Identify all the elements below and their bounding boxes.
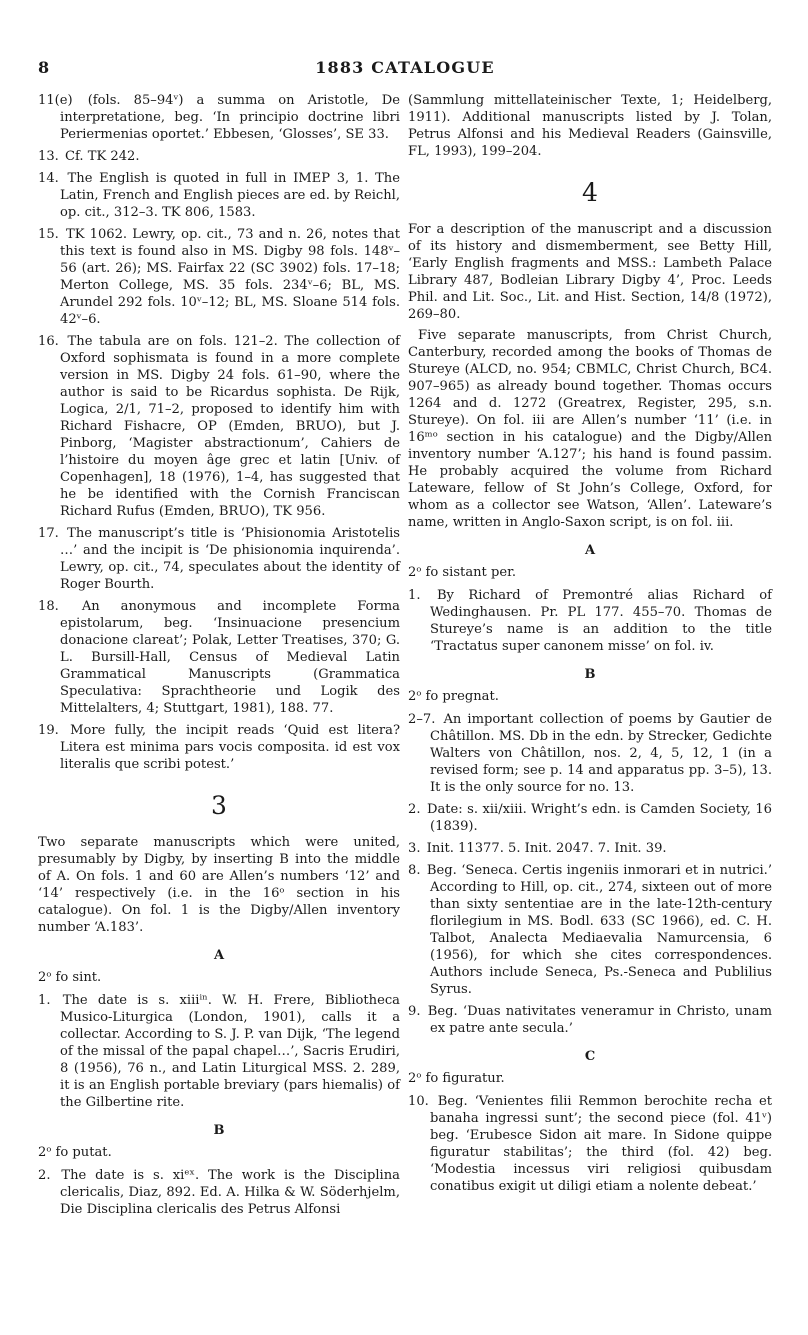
- note-number: 17.: [38, 526, 59, 541]
- note-text: (fols. 85–94ᵛ) a summa on Aristotle, De interpretatione, beg. ‘In principio doctrine libri Periermenias oportet.’ Ebbesen, ‘Glosses’, SE 33.: [60, 93, 400, 142]
- section-number: 3: [211, 791, 227, 820]
- note-item: [38, 92, 400, 143]
- note-text: Date: s. xii/xiii. Wright’s edn. is Camden Society, 16 (1839).: [426, 802, 772, 834]
- note-text: TK 1062. Lewry, op. cit., 73 and n. 26, notes that this text is found also in MS. Digby 98 fols. 148ᵛ–56 (art. 26); MS. Fairfax 22 (SC 3902) fols. 17–18; Merton College, MS. 35 fols. 234ᵛ–6; BL, MS. Arundel 292 fols. 10ᵛ–12; BL, MS. Sloane 514 fols. 42ᵛ–6.: [60, 227, 400, 327]
- note-number: 2.: [38, 1168, 51, 1183]
- note-number: 1.: [38, 993, 51, 1008]
- note-text: Init. 11377. 5. Init. 2047. 7. Init. 39.: [426, 841, 667, 856]
- part-heading: A: [213, 948, 225, 963]
- note-item: [408, 840, 772, 857]
- note-number: 2–7.: [408, 712, 436, 727]
- note-item: [38, 525, 400, 593]
- note-text: An important collection of poems by Gautier de Châtillon. MS. Db in the edn. by Strecker, Gedichte Walters von Châtillon, nos. 2, 4, 5, 12, 1 (in a revised form; see p. 14 and apparatus pp. 3–5), 13. It is the only source for no. 13.: [430, 712, 772, 795]
- note-text: The English is quoted in full in IMEP 3, 1. The Latin, French and English pieces are ed. by Reichl, op. cit., 312–3. TK 806, 1583.: [60, 171, 400, 220]
- note-item: [408, 1093, 772, 1195]
- note-item: [408, 862, 772, 998]
- section-number: 4: [582, 178, 598, 207]
- note-text: More fully, the incipit reads ‘Quid est litera? Litera est minima pars vocis composita. id est vox literalis que scribi potest.’: [60, 723, 400, 772]
- section-intro: Five separate manuscripts, from Christ Church, Canterbury, recorded among the books of Thomas de Stureye (ALCD, no. 954; CBMLC, Christ Church, BC4. 907–965) as already bound together. Thomas occurs 1264 and d. 1272 (Greatrex, Register, 295, s.n. Stureye). On fol. iii are Allen’s number ‘11’ (i.e. in 16ᵐᵒ section in his catalogue) and the Digby/Allen inventory number ‘A.127’; his hand is found passim. He probably acquired the volume from Richard Lateware, fellow of St John’s College, Oxford, for whom as a collector see Watson, ‘Allen’. Lateware’s name, written in Anglo-Saxon script, is on fol. iii.: [408, 328, 772, 530]
- note-item: [408, 801, 772, 835]
- right-column: [408, 92, 772, 1200]
- folio-incipit: 2ᵒ fo figuratur.: [408, 1071, 505, 1086]
- note-number: 9.: [408, 1004, 421, 1019]
- note-item: [38, 598, 400, 717]
- note-text: The date is s. xiᵉˣ. The work is the Disciplina clericalis, Diaz, 892. Ed. A. Hilka & W. Söderhjelm, Die Disciplina clericalis des Petrus Alfonsi: [60, 1168, 400, 1217]
- folio-incipit: 2ᵒ fo pregnat.: [408, 689, 499, 704]
- note-item: [408, 587, 772, 655]
- note-number: 19.: [38, 723, 59, 738]
- folio-incipit: 2ᵒ fo putat.: [38, 1145, 112, 1160]
- section-intro: For a description of the manuscript and a discussion of its history and dismemberment, see Betty Hill, ‘Early English fragments and MSS.: Lambeth Palace Library 487, Bodleian Library Digby 4’, Proc. Leeds Phil. and Lit. Soc., Lit. and Hist. Section, 14/8 (1972), 269–80.: [408, 222, 772, 322]
- note-number: 16.: [38, 334, 59, 349]
- continuation-text: (Sammlung mittellateinischer Texte, 1; Heidelberg, 1911). Additional manuscripts listed by J. Tolan, Petrus Alfonsi and his Medieval Readers (Gainsville, FL, 1993), 199–204.: [408, 93, 772, 159]
- note-item: [38, 170, 400, 221]
- note-text: By Richard of Premontré alias Richard of Wedinghausen. Pr. PL 177. 455–70. Thomas de Stureye’s name is an addition to the title ‘Tractatus super canonem misse’ on fol. iv.: [430, 588, 773, 654]
- note-number: 11(e): [38, 93, 73, 108]
- note-item: [38, 992, 400, 1111]
- note-item: [38, 1167, 400, 1218]
- folio-incipit: 2ᵒ fo sint.: [38, 970, 102, 985]
- note-number: 18.: [38, 599, 59, 614]
- note-number: 13.: [38, 149, 59, 164]
- note-item: [38, 333, 400, 520]
- note-text: Cf. TK 242.: [65, 149, 140, 164]
- part-heading: A: [584, 543, 596, 558]
- note-number: 2.: [408, 802, 421, 817]
- left-column: [38, 92, 400, 1223]
- note-number: 3.: [408, 841, 421, 856]
- note-text: The tabula are on fols. 121–2. The collection of Oxford sophismata is found in a more complete version in MS. Digby 24 fols. 61–90, where the author is said to be Ricardus sophista. De Rijk, Logica, 2/1, 71–2, proposed to identify him with Richard Fishacre, OP (Emden, BRUO), but J. Pinborg, ‘Magister abstractionum’, Cahiers de l’histoire du moyen âge grec et latin [Univ. of Copenhagen], 18 (1976), 1–4, has suggested that he be identified with the Cornish Franciscan Richard Rufus (Emden, BRUO), TK 956.: [60, 334, 400, 519]
- part-heading: C: [584, 1049, 596, 1064]
- part-heading: B: [213, 1123, 225, 1138]
- section-intro: Two separate manuscripts which were united, presumably by Digby, by inserting B into the middle of A. On fols. 1 and 60 are Allen’s numbers ‘12’ and ‘14’ respectively (i.e. in the 16ᵒ section in his catalogue). On fol. 1 is the Digby/Allen inventory number ‘A.183’.: [38, 835, 400, 935]
- note-text: An anonymous and incomplete Forma epistolarum, beg. ‘Insinuacione presencium donacione clareat’; Polak, Letter Treatises, 370; G. L. Bursill-Hall, Census of Medieval Latin Grammatical Manuscripts (Grammatica Speculativa: Sprachtheorie und Logik des Mittelalters, 4; Stuttgart, 1981), 188. 77.: [60, 599, 400, 716]
- note-text: Beg. ‘Venientes filii Remmon berochite recha et banaha ingressi sunt’; the second piece (fol. 41ᵛ) beg. ‘Erubesce Sidon ait mare. In Sidone quippe figuratur stabilitas’; the third (fol. 42) beg. ‘Modestia incessus viri religiosi quibusdam conatibus exigit ut diligi etiam a nolente debeat.’: [430, 1094, 772, 1194]
- note-number: 10.: [408, 1094, 429, 1109]
- folio-incipit: 2ᵒ fo sistant per.: [408, 565, 517, 580]
- note-text: The date is s. xiiiⁱⁿ. W. H. Frere, Bibliotheca Musico-Liturgica (London, 1901), calls it a collectar. According to S. J. P. van Dijk, ‘The legend of the missal of the papal chapel…’, Sacris Erudiri, 8 (1956), 76 n., and Latin Liturgical MSS. 2. 289, it is an English portable breviary (pars hiemalis) of the Gilbertine rite.: [60, 993, 400, 1110]
- note-item: [38, 722, 400, 773]
- part-heading: B: [584, 667, 596, 682]
- note-text: The manuscript’s title is ‘Phisionomia Aristotelis …’ and the incipit is ‘De phisionomia inquirenda’. Lewry, op. cit., 74, speculates about the identity of Roger Bourth.: [60, 526, 400, 592]
- note-number: 1.: [408, 588, 421, 603]
- note-item: [38, 148, 400, 165]
- page-number: 8: [38, 58, 50, 77]
- note-number: 8.: [408, 863, 421, 878]
- note-text: Beg. ‘Duas nativitates veneramur in Christo, unam ex patre ante secula.’: [427, 1004, 772, 1036]
- note-number: 15.: [38, 227, 59, 242]
- note-number: 14.: [38, 171, 59, 186]
- note-item: [408, 711, 772, 796]
- running-header: [38, 58, 772, 80]
- note-item: [38, 226, 400, 328]
- note-item: [408, 1003, 772, 1037]
- running-title: 1883 CATALOGUE: [315, 58, 495, 77]
- note-text: Beg. ‘Seneca. Certis ingeniis inmorari et in nutrici.’ According to Hill, op. cit., 274, sixteen out of more than sixty sententiae are in the late-12th-century florilegium in MS. Bodl. 633 (SC 1966), ed. C. H. Talbot, Analecta Mediaevalia Namurcensia, 6 (1956), for which she cites correspondences. Authors include Seneca, Ps.-Seneca and Publilius Syrus.: [426, 863, 773, 997]
